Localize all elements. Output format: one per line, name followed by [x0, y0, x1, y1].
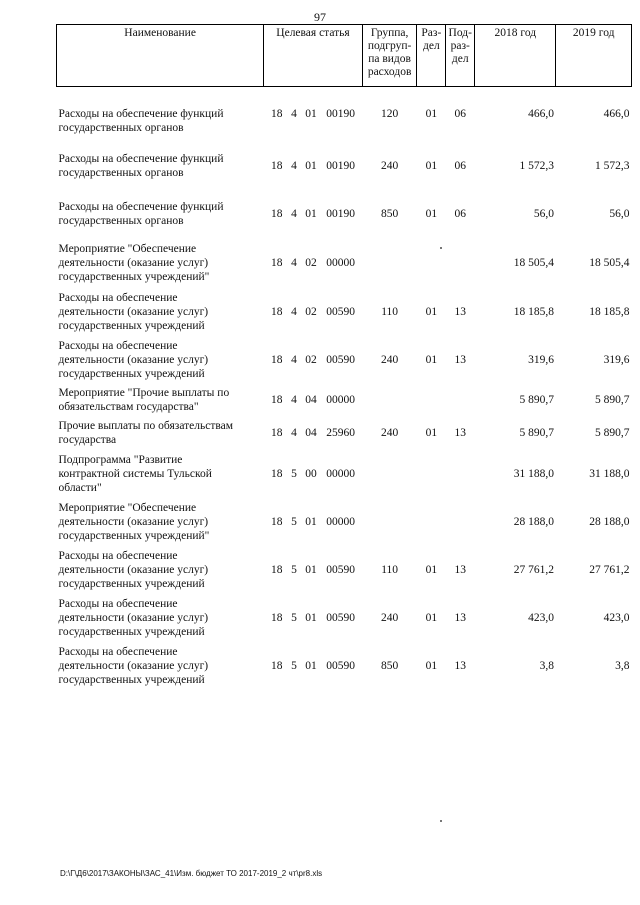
table-row	[57, 288, 632, 336]
row-group	[362, 238, 417, 288]
table-row	[57, 417, 632, 450]
row-code: 18 5 01 00000	[271, 515, 355, 528]
row-razdel: 01	[425, 563, 438, 576]
row-podrazdel	[446, 450, 475, 498]
row-razdel	[417, 498, 446, 546]
header-code: Целевая статья	[264, 25, 362, 87]
scan-speck	[440, 247, 442, 249]
row-podrazdel	[446, 498, 475, 546]
table-row	[57, 642, 632, 690]
row-razdel: 01	[425, 353, 438, 366]
row-razdel: 01	[425, 207, 438, 220]
table-row	[57, 87, 632, 142]
table-row	[57, 384, 632, 417]
row-group: 110	[381, 563, 399, 576]
header-podrazdel: Под- раз- дел	[446, 25, 475, 87]
row-name: Подпрограмма "Развитие контрактной системы Тульской области"	[58, 453, 212, 494]
row-podrazdel: 13	[454, 659, 466, 672]
row-group: 240	[380, 611, 399, 624]
row-razdel	[417, 238, 446, 288]
row-value-2019: 27 761,2	[589, 563, 630, 576]
row-value-2019: 423,0	[603, 611, 630, 624]
table-row	[57, 190, 632, 238]
row-group: 850	[380, 207, 399, 220]
row-podrazdel: 13	[454, 563, 466, 576]
table-header-row	[57, 25, 632, 87]
row-podrazdel: 13	[454, 305, 466, 318]
budget-table	[56, 24, 632, 690]
row-name: Расходы на обеспечение деятельности (оказание услуг) государственных учреждений	[58, 645, 209, 686]
row-code: 18 5 01 00590	[271, 563, 355, 576]
row-value-2019: 28 188,0	[589, 515, 630, 528]
row-name: Мероприятие "Обеспечение деятельности (оказание услуг) государственных учреждений"	[58, 501, 210, 542]
row-code: 18 4 01 00190	[271, 207, 355, 220]
row-value-2019: 466,0	[603, 108, 630, 121]
header-razdel: Раз- дел	[417, 25, 446, 87]
row-group	[362, 384, 417, 417]
row-value-2019: 18 185,8	[589, 305, 630, 318]
row-podrazdel: 13	[454, 611, 466, 624]
row-razdel: 01	[425, 427, 438, 439]
row-name: Расходы на обеспечение деятельности (оказание услуг) государственных учреждений	[58, 339, 209, 380]
table-row	[57, 336, 632, 384]
row-value-2018: 3,8	[539, 659, 554, 672]
row-podrazdel	[446, 384, 475, 417]
header-group: Группа, подгруп- па видов расходов	[362, 25, 417, 87]
row-podrazdel: 06	[454, 108, 466, 121]
row-code: 18 4 02 00590	[271, 353, 355, 366]
row-group	[362, 450, 417, 498]
row-value-2018: 319,6	[528, 353, 554, 366]
row-value-2018: 31 188,0	[513, 467, 554, 480]
row-razdel	[417, 450, 446, 498]
row-razdel: 01	[425, 108, 438, 121]
row-podrazdel: 06	[454, 159, 466, 172]
row-razdel: 01	[425, 159, 438, 172]
row-code: 18 4 02 00000	[271, 256, 355, 269]
row-code: 18 5 00 00000	[271, 467, 355, 480]
row-group: 240	[380, 353, 399, 366]
table-row	[57, 142, 632, 190]
row-name: Расходы на обеспечение деятельности (оказание услуг) государственных учреждений	[58, 549, 209, 590]
row-code: 18 4 01 00190	[271, 108, 355, 121]
table-row	[57, 546, 632, 594]
table-row	[57, 238, 632, 288]
footer-file-path: D:\Г\Д6\2017\ЗАКОНЫ\ЗАС_41\Изм. бюджет ТО 2017-2019_2 чт\pr8.xls	[60, 869, 323, 878]
row-value-2019: 31 188,0	[589, 467, 630, 480]
row-podrazdel: 13	[454, 353, 466, 366]
row-name: Расходы на обеспечение деятельности (оказание услуг) государственных учреждений	[58, 597, 209, 638]
row-value-2018: 27 761,2	[513, 563, 554, 576]
row-razdel: 01	[425, 659, 438, 672]
row-code: 18 4 02 00590	[271, 305, 355, 318]
row-name: Расходы на обеспечение деятельности (оказание услуг) государственных учреждений	[58, 291, 209, 332]
row-razdel	[417, 384, 446, 417]
row-group: 110	[381, 305, 399, 318]
scan-speck	[440, 820, 442, 822]
header-year-2019: 2019 год	[556, 25, 632, 87]
row-value-2018: 28 188,0	[513, 515, 554, 528]
row-name: Мероприятие "Обеспечение деятельности (оказание услуг) государственных учреждений"	[58, 242, 210, 283]
row-value-2018: 18 185,8	[513, 305, 554, 318]
row-group: 240	[380, 159, 399, 172]
row-group: 240	[380, 427, 399, 439]
row-code: 18 4 04 00000	[271, 394, 355, 406]
table-row	[57, 450, 632, 498]
row-group	[362, 498, 417, 546]
row-value-2019: 5 890,7	[595, 427, 630, 439]
row-value-2018: 423,0	[528, 611, 554, 624]
row-value-2019: 319,6	[603, 353, 630, 366]
row-name: Прочие выплаты по обязательствам государства	[58, 420, 234, 446]
row-value-2018: 18 505,4	[513, 256, 554, 269]
row-code: 18 4 01 00190	[271, 159, 355, 172]
row-name: Расходы на обеспечение функций государственных органов	[58, 108, 224, 135]
row-code: 18 5 01 00590	[271, 611, 355, 624]
row-name: Расходы на обеспечение функций государственных органов	[58, 200, 224, 227]
row-podrazdel: 13	[454, 427, 466, 439]
row-value-2019: 56,0	[609, 207, 630, 220]
row-code: 18 5 01 00590	[271, 659, 355, 672]
row-value-2018: 56,0	[533, 207, 554, 220]
row-value-2019: 1 572,3	[595, 159, 630, 172]
header-name: Наименование	[57, 25, 264, 87]
row-value-2018: 5 890,7	[519, 394, 554, 406]
row-value-2019: 5 890,7	[595, 394, 630, 406]
header-year-2018: 2018 год	[475, 25, 556, 87]
row-podrazdel	[446, 238, 475, 288]
row-name: Мероприятие "Прочие выплаты по обязательствам государства"	[58, 387, 230, 413]
table-row	[57, 498, 632, 546]
row-group: 850	[380, 659, 399, 672]
row-razdel: 01	[425, 305, 438, 318]
page-number: 97	[314, 10, 326, 24]
row-value-2019: 18 505,4	[589, 256, 630, 269]
row-name: Расходы на обеспечение функций государственных органов	[58, 152, 224, 179]
row-podrazdel: 06	[454, 207, 466, 220]
row-razdel: 01	[425, 611, 438, 624]
row-value-2019: 3,8	[615, 659, 630, 672]
table-row	[57, 594, 632, 642]
row-value-2018: 1 572,3	[519, 159, 554, 172]
row-group: 120	[380, 108, 399, 121]
row-value-2018: 466,0	[528, 108, 554, 121]
row-code: 18 4 04 25960	[271, 427, 355, 439]
row-value-2018: 5 890,7	[519, 427, 554, 439]
